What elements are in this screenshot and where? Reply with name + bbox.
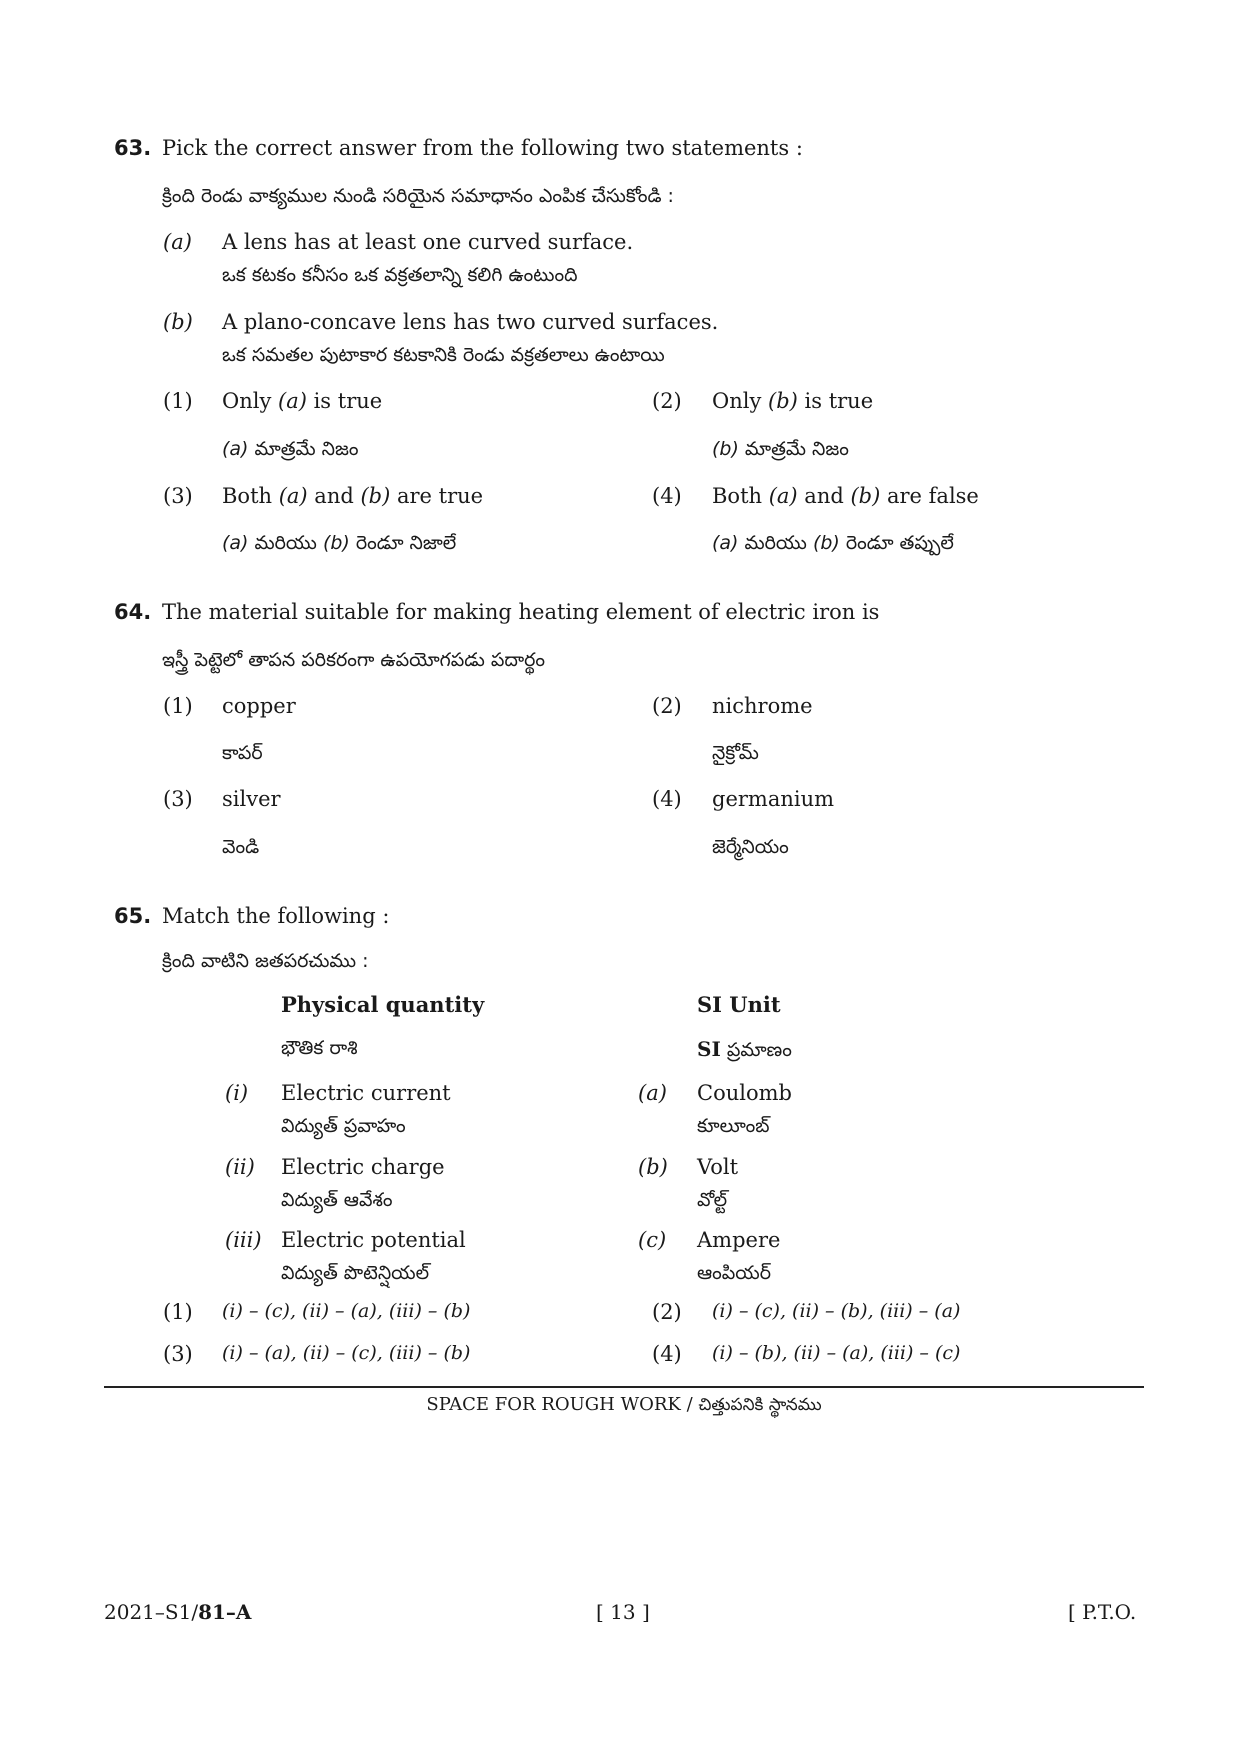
option-en: nichrome bbox=[712, 694, 813, 718]
option-number: (2) bbox=[652, 389, 682, 413]
option-text: (i) – (a), (ii) – (c), (iii) – (b) bbox=[222, 1342, 471, 1364]
match-right-label: (b) bbox=[638, 1155, 668, 1179]
option-number: (1) bbox=[163, 1300, 193, 1324]
question-number: 64. bbox=[114, 600, 152, 624]
match-left-en: Electric charge bbox=[281, 1155, 445, 1179]
option-en: Both (a) and (b) are false bbox=[712, 484, 979, 508]
option-number: (3) bbox=[163, 787, 193, 811]
statement-en: A plano-concave lens has two curved surfaces. bbox=[222, 310, 719, 334]
option-te: వెండి bbox=[222, 836, 260, 858]
match-right-te: వోల్ట్ bbox=[697, 1189, 728, 1211]
option-te: నైక్రోమ్ bbox=[712, 742, 759, 764]
page-number: [ 13 ] bbox=[596, 1600, 650, 1624]
match-left-te: విద్యుత్ ప్రవాహం bbox=[281, 1115, 406, 1137]
question-number: 65. bbox=[114, 904, 152, 928]
option-number: (4) bbox=[652, 484, 682, 508]
option-number: (4) bbox=[652, 787, 682, 811]
statement-label: (a) bbox=[163, 230, 192, 254]
match-left-en: Electric current bbox=[281, 1081, 451, 1105]
option-en: Both (a) and (b) are true bbox=[222, 484, 484, 508]
option-en: Only (b) is true bbox=[712, 389, 874, 413]
paper-code: 2021–S1/81–A bbox=[104, 1600, 252, 1624]
match-right-en: Ampere bbox=[697, 1228, 781, 1252]
option-number: (2) bbox=[652, 1300, 682, 1324]
option-en: germanium bbox=[712, 787, 835, 811]
option-te: (b) మాత్రమే నిజం bbox=[712, 438, 849, 460]
option-number: (3) bbox=[163, 1342, 193, 1366]
option-number: (4) bbox=[652, 1342, 682, 1366]
match-right-label: (c) bbox=[638, 1228, 667, 1252]
question-stem-en: Pick the correct answer from the following two statements : bbox=[162, 136, 803, 160]
column-heading-te: భౌతిక రాశి bbox=[281, 1037, 358, 1059]
question-number: 63. bbox=[114, 136, 152, 160]
match-left-label: (iii) bbox=[225, 1228, 262, 1252]
statement-en: A lens has at least one curved surface. bbox=[222, 230, 634, 254]
option-en: silver bbox=[222, 787, 281, 811]
match-left-te: విద్యుత్ ఆవేశం bbox=[281, 1189, 393, 1211]
statement-te: ఒక సమతల పుటాకార కటకానికి రెండు వక్రతలాలు ఉంటాయి bbox=[222, 344, 665, 366]
option-text: (i) – (b), (ii) – (a), (iii) – (c) bbox=[712, 1342, 961, 1364]
column-heading-te: SI ప్రమాణం bbox=[697, 1037, 792, 1061]
question-stem-te: క్రింది వాటిని జతపరచుము : bbox=[162, 950, 369, 972]
statement-te: ఒక కటకం కనీసం ఒక వక్రతలాన్ని కలిగి ఉంటుంది bbox=[222, 264, 578, 286]
option-text: (i) – (c), (ii) – (b), (iii) – (a) bbox=[712, 1300, 961, 1322]
pto-label: [ P.T.O. bbox=[1068, 1600, 1137, 1624]
rough-work-divider bbox=[104, 1386, 1144, 1388]
match-left-label: (i) bbox=[225, 1081, 249, 1105]
column-heading: SI Unit bbox=[697, 992, 781, 1017]
match-right-te: కూలూంబ్ bbox=[697, 1115, 770, 1137]
question-stem-en: The material suitable for making heating element of electric iron is bbox=[162, 600, 880, 624]
question-stem-te: ఇస్త్రీ పెట్టెలో తాపన పరికరంగా ఉపయోగపడు పదార్థం bbox=[162, 649, 546, 671]
match-right-en: Volt bbox=[697, 1155, 739, 1179]
option-te: కాపర్ bbox=[222, 742, 263, 764]
match-left-en: Electric potential bbox=[281, 1228, 466, 1252]
option-text: (i) – (c), (ii) – (a), (iii) – (b) bbox=[222, 1300, 471, 1322]
option-te: (a) మరియు (b) రెండూ తప్పులే bbox=[712, 532, 954, 554]
match-right-en: Coulomb bbox=[697, 1081, 792, 1105]
option-number: (1) bbox=[163, 389, 193, 413]
option-number: (3) bbox=[163, 484, 193, 508]
option-te: (a) మరియు (b) రెండూ నిజాలే bbox=[222, 532, 457, 554]
match-right-label: (a) bbox=[638, 1081, 667, 1105]
statement-label: (b) bbox=[163, 310, 193, 334]
question-stem-en: Match the following : bbox=[162, 904, 390, 928]
option-en: copper bbox=[222, 694, 296, 718]
option-en: Only (a) is true bbox=[222, 389, 383, 413]
column-heading: Physical quantity bbox=[281, 992, 485, 1017]
rough-work-label: SPACE FOR ROUGH WORK / చిత్తుపనికి స్థానము bbox=[426, 1394, 822, 1415]
match-right-te: ఆంపియర్ bbox=[697, 1262, 772, 1284]
option-te: జెర్మేనియం bbox=[712, 836, 789, 858]
option-te: (a) మాత్రమే నిజం bbox=[222, 438, 359, 460]
option-number: (1) bbox=[163, 694, 193, 718]
question-stem-te: క్రింది రెండు వాక్యముల నుండి సరియైన సమాధానం ఎంపిక చేసుకోండి : bbox=[162, 185, 674, 207]
match-left-te: విద్యుత్ పొటెన్షియల్ bbox=[281, 1262, 430, 1284]
match-left-label: (ii) bbox=[225, 1155, 255, 1179]
option-number: (2) bbox=[652, 694, 682, 718]
